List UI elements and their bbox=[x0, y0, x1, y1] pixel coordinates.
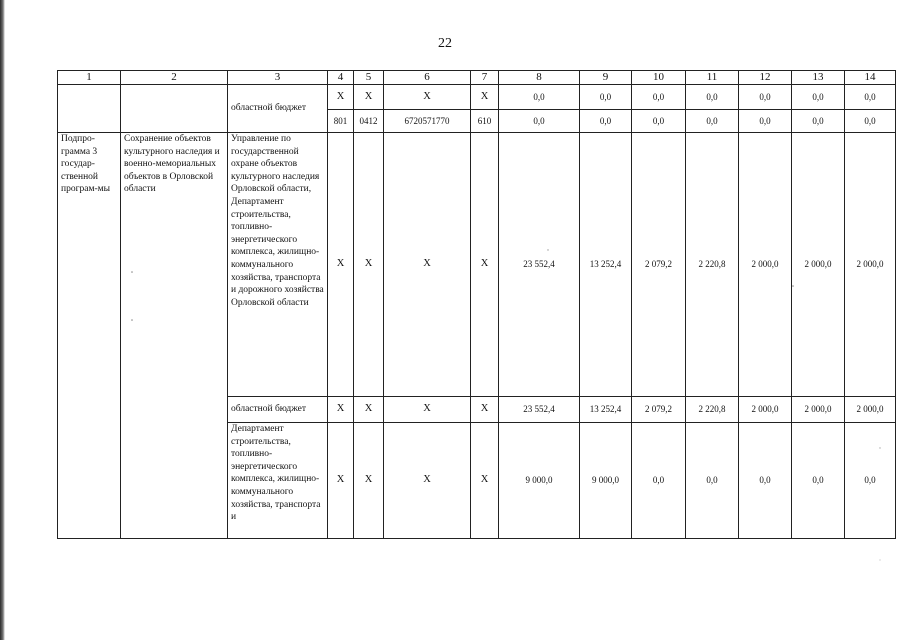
column-header: 2 bbox=[121, 71, 228, 85]
budget-table bbox=[57, 70, 896, 539]
amount-cell: 2 000,0 bbox=[739, 133, 792, 397]
amount-cell: 0,0 bbox=[632, 423, 686, 539]
subprogram-title-cell: Сохранение объектов культурного наследия и военно-мемориальных объектов в Орловской области bbox=[121, 133, 228, 539]
executor-cell: Департамент строительства, топливно-энергетического комплекса, жилищно-коммунального хозяйства, транспорта и bbox=[228, 423, 328, 539]
amount-cell: 0,0 bbox=[499, 85, 580, 110]
code-cell: 6720571770 bbox=[384, 110, 471, 133]
amount-cell: 0,0 bbox=[686, 85, 739, 110]
amount-cell: 2 000,0 bbox=[792, 133, 845, 397]
code-cell: Х bbox=[471, 85, 499, 110]
amount-cell: 2 220,8 bbox=[686, 133, 739, 397]
empty-cell bbox=[121, 85, 228, 133]
table-row-regional-budget-summary bbox=[58, 85, 896, 110]
executor-cell: Управление по государственной охране объектов культурного наследия Орловской области, Департамент строительства, топливно-энергетического комплекса, жилищно-коммунального хозяйства, транспорта и дорожного хозяйства Орловской области bbox=[228, 133, 328, 397]
header-row bbox=[58, 71, 896, 85]
amount-cell: 9 000,0 bbox=[580, 423, 632, 539]
column-header: 12 bbox=[739, 71, 792, 85]
amount-cell: 0,0 bbox=[845, 110, 896, 133]
amount-cell: 0,0 bbox=[499, 110, 580, 133]
amount-cell: 0,0 bbox=[845, 423, 896, 539]
amount-cell: 23 552,4 bbox=[499, 397, 580, 423]
code-cell: Х bbox=[354, 423, 384, 539]
column-header: 13 bbox=[792, 71, 845, 85]
amount-cell: 0,0 bbox=[686, 110, 739, 133]
amount-cell: 2 079,2 bbox=[632, 133, 686, 397]
amount-cell: 0,0 bbox=[739, 110, 792, 133]
column-header: 11 bbox=[686, 71, 739, 85]
empty-cell bbox=[58, 85, 121, 133]
code-cell: Х bbox=[354, 133, 384, 397]
code-cell: 610 bbox=[471, 110, 499, 133]
subprogram-label-cell: Подпро-грамма 3 государ-ственной програм-мы bbox=[58, 133, 121, 539]
column-header: 10 bbox=[632, 71, 686, 85]
budget-source-cell: областной бюджет bbox=[228, 85, 328, 133]
amount-cell: 2 000,0 bbox=[739, 397, 792, 423]
column-header: 1 bbox=[58, 71, 121, 85]
page-number: 22 bbox=[438, 36, 452, 51]
amount-cell: 0,0 bbox=[739, 85, 792, 110]
amount-cell: 0,0 bbox=[792, 423, 845, 539]
amount-cell: 9 000,0 bbox=[499, 423, 580, 539]
code-cell: Х bbox=[384, 397, 471, 423]
amount-cell: 0,0 bbox=[792, 85, 845, 110]
column-header: 14 bbox=[845, 71, 896, 85]
column-header: 5 bbox=[354, 71, 384, 85]
amount-cell: 0,0 bbox=[739, 423, 792, 539]
amount-cell: 2 000,0 bbox=[845, 133, 896, 397]
amount-cell: 0,0 bbox=[686, 423, 739, 539]
amount-cell: 13 252,4 bbox=[580, 397, 632, 423]
column-header: 4 bbox=[328, 71, 354, 85]
table-row-subprogram-3 bbox=[58, 133, 896, 397]
amount-cell: 2 000,0 bbox=[792, 397, 845, 423]
amount-cell: 0,0 bbox=[792, 110, 845, 133]
code-cell: Х bbox=[328, 85, 354, 110]
amount-cell: 0,0 bbox=[845, 85, 896, 110]
code-cell: Х bbox=[328, 423, 354, 539]
scan-edge-shadow bbox=[0, 0, 5, 640]
amount-cell: 0,0 bbox=[632, 110, 686, 133]
code-cell: Х bbox=[471, 397, 499, 423]
column-header: 3 bbox=[228, 71, 328, 85]
amount-cell: 2 000,0 bbox=[845, 397, 896, 423]
code-cell: Х bbox=[471, 133, 499, 397]
column-header: 8 bbox=[499, 71, 580, 85]
code-cell: Х bbox=[328, 133, 354, 397]
amount-cell: 2 079,2 bbox=[632, 397, 686, 423]
amount-cell: 0,0 bbox=[580, 85, 632, 110]
code-cell: Х bbox=[354, 397, 384, 423]
amount-cell: 2 220,8 bbox=[686, 397, 739, 423]
code-cell: 801 bbox=[328, 110, 354, 133]
code-cell: Х bbox=[384, 133, 471, 397]
amount-cell: 23 552,4 bbox=[499, 133, 580, 397]
code-cell: Х bbox=[384, 85, 471, 110]
code-cell: 0412 bbox=[354, 110, 384, 133]
amount-cell: 0,0 bbox=[632, 85, 686, 110]
column-header: 7 bbox=[471, 71, 499, 85]
column-header: 9 bbox=[580, 71, 632, 85]
code-cell: Х bbox=[354, 85, 384, 110]
amount-cell: 13 252,4 bbox=[580, 133, 632, 397]
code-cell: Х bbox=[384, 423, 471, 539]
budget-source-cell: областной бюджет bbox=[228, 397, 328, 423]
code-cell: Х bbox=[471, 423, 499, 539]
amount-cell: 0,0 bbox=[580, 110, 632, 133]
column-header: 6 bbox=[384, 71, 471, 85]
code-cell: Х bbox=[328, 397, 354, 423]
